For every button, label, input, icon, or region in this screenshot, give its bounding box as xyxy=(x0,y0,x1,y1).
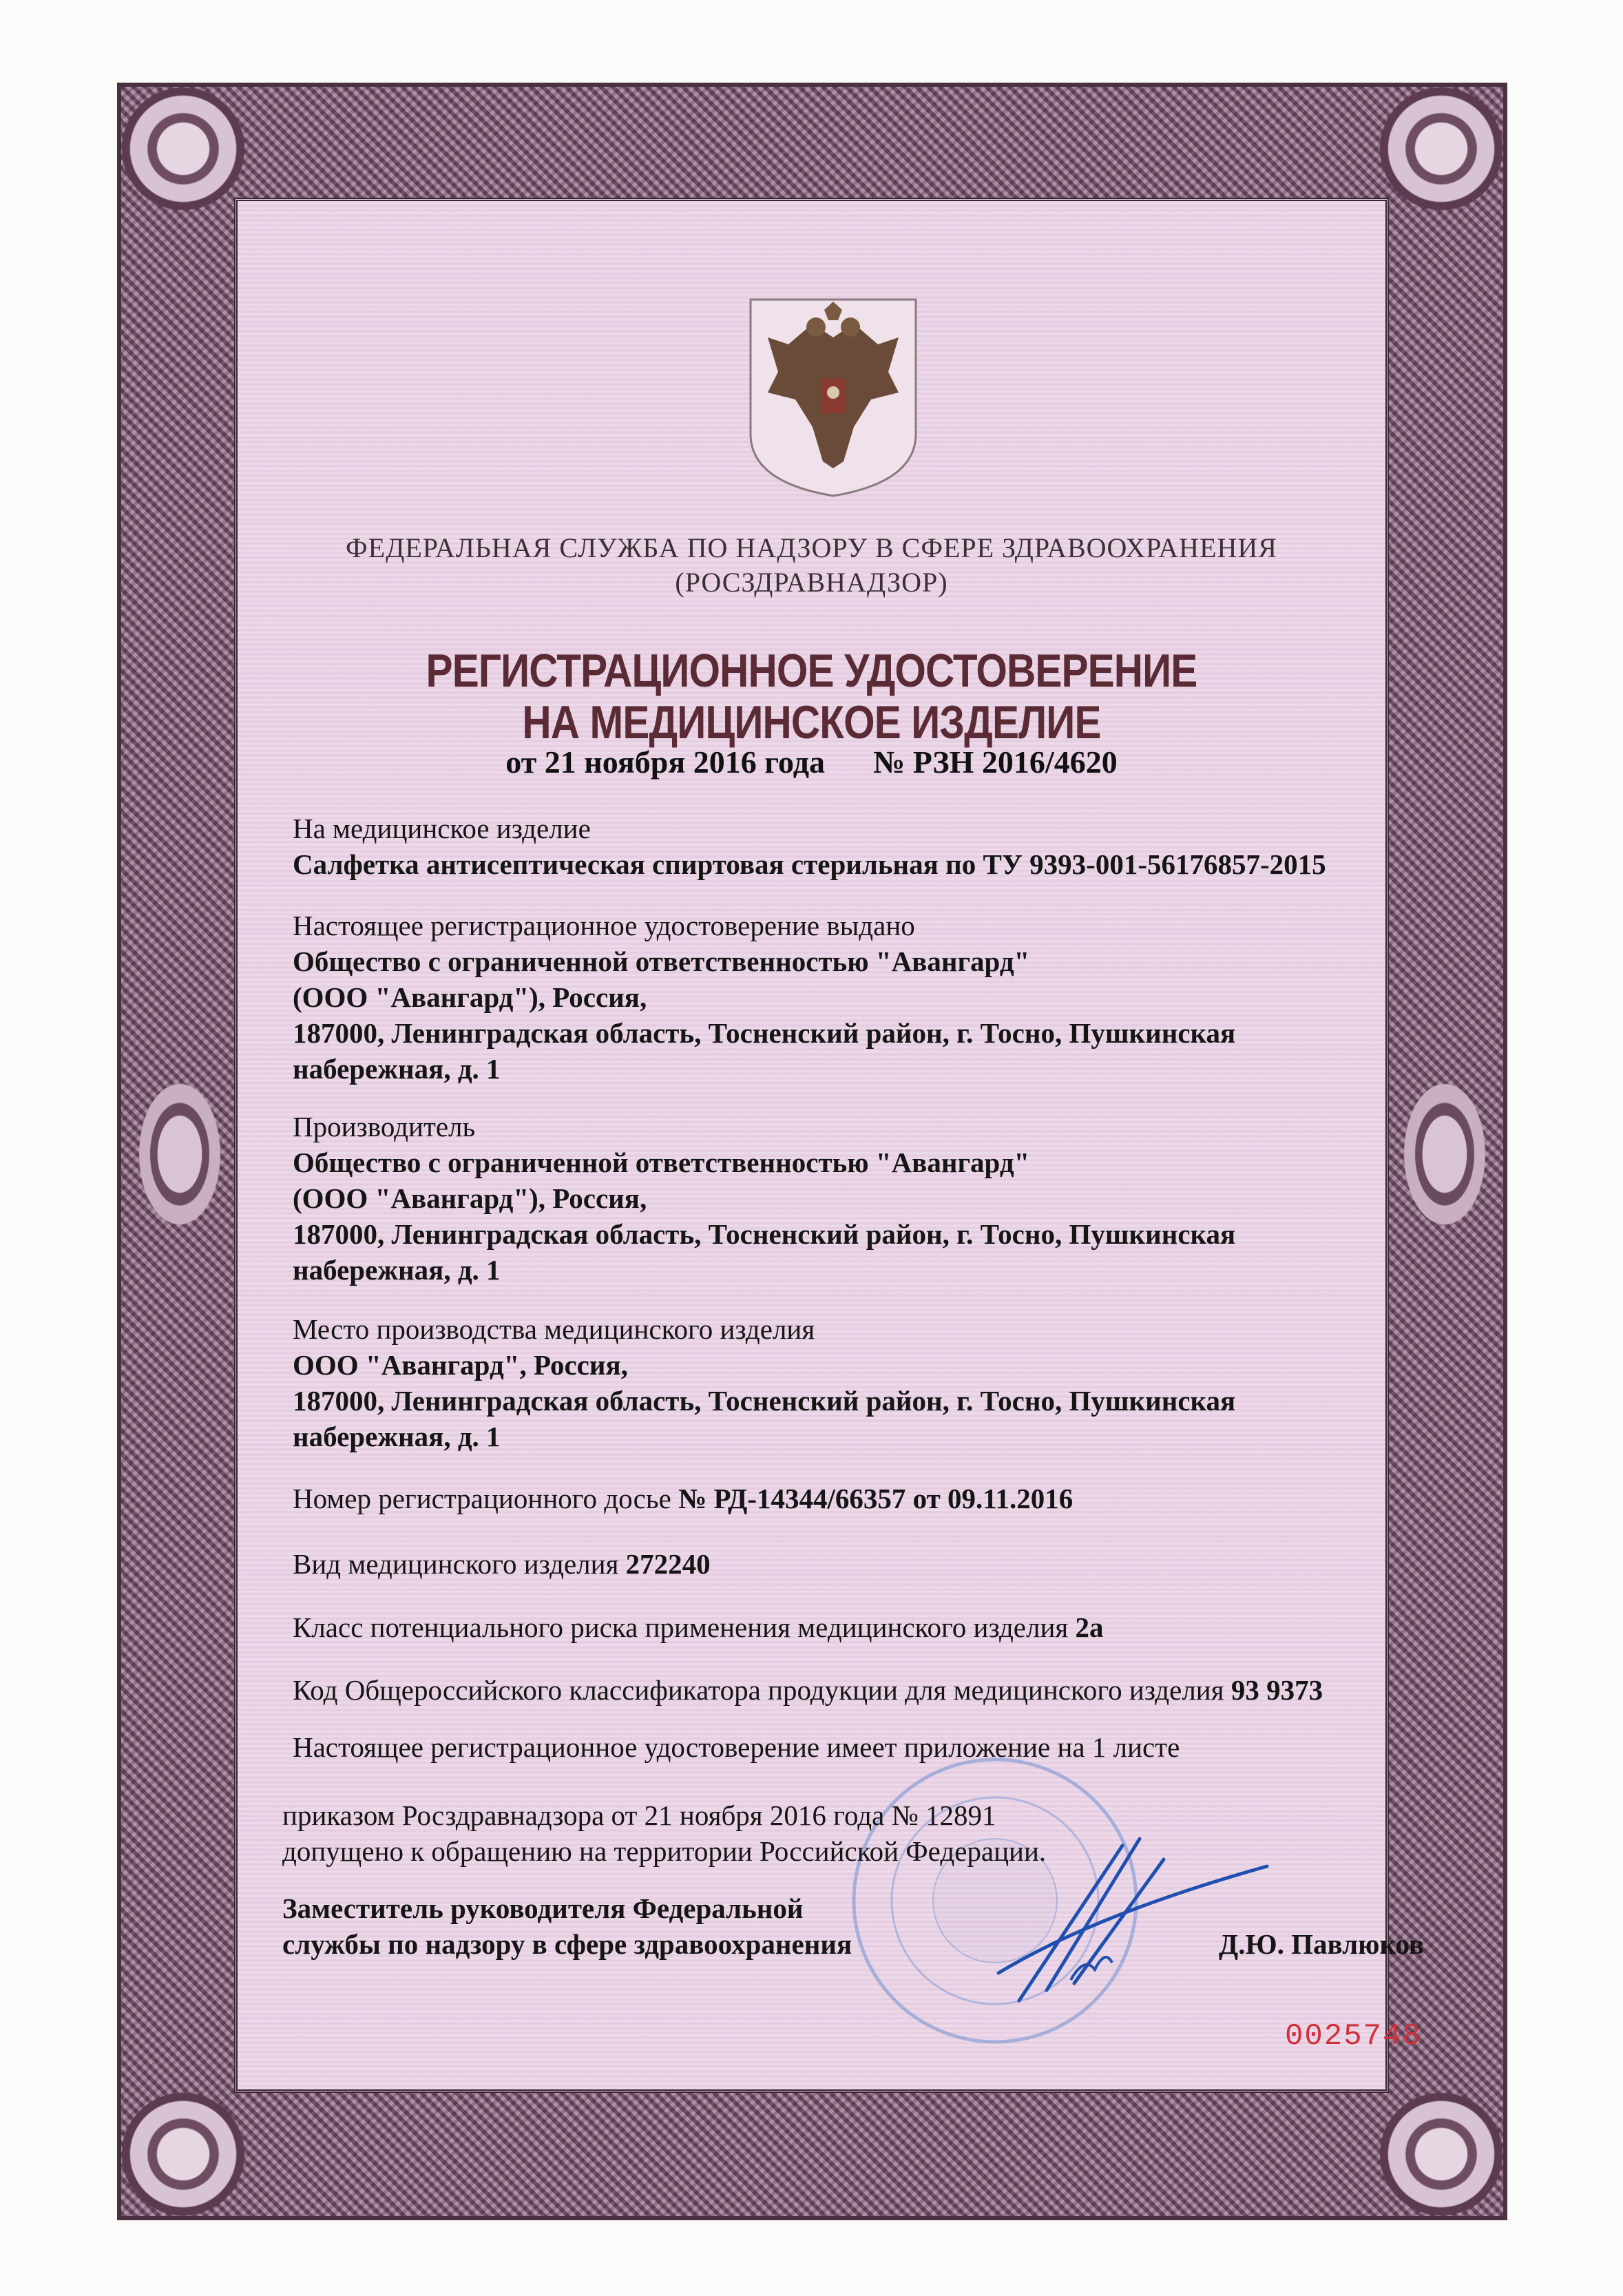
corner-ornament xyxy=(1359,2071,1524,2237)
certificate-number: № РЗН 2016/4620 xyxy=(872,744,1118,780)
corner-ornament xyxy=(101,2071,266,2237)
certificate-title-line2: НА МЕДИЦИНСКОЕ ИЗДЕЛИЕ xyxy=(522,696,1101,749)
issued-to-section xyxy=(293,908,1235,1087)
agency-name: ФЕДЕРАЛЬНАЯ СЛУЖБА ПО НАДЗОРУ В СФЕРЕ ЗДРАВООХРАНЕНИЯ xyxy=(346,532,1277,563)
manufacturer-section xyxy=(293,1109,1235,1288)
field-label: Номер регистрационного досье xyxy=(293,1483,679,1514)
signatory-name: Д.Ю. Павлюков xyxy=(1219,1928,1425,1960)
manufacturer-line: 187000, Ленинградская область, Тосненский район, г. Тосно, Пушкинская xyxy=(293,1218,1236,1250)
field-label: Код Общероссийского классификатора продукции для медицинского изделия xyxy=(293,1674,1231,1706)
device-name: Салфетка антисептическая спиртовая стерильная по ТУ 9393-001-56176857-2015 xyxy=(293,848,1326,880)
manufacturer-label: Производитель xyxy=(293,1111,476,1142)
order-line: допущено к обращению на территории Российской Федерации. xyxy=(282,1835,1047,1867)
manufacturer-line: Общество с ограниченной ответственностью "Авангард" xyxy=(293,1147,1030,1178)
production-site-label: Место производства медицинского изделия xyxy=(293,1313,815,1345)
device-label: На медицинское изделие xyxy=(293,813,591,844)
certificate-date-number xyxy=(0,744,1623,780)
field-device-type xyxy=(293,1546,711,1582)
signatory-position xyxy=(282,1890,852,1962)
issued-to-line: набережная, д. 1 xyxy=(293,1053,501,1085)
manufacturer-line: набережная, д. 1 xyxy=(293,1254,501,1286)
field-okp-code xyxy=(293,1672,1323,1708)
signatory-position-line: Заместитель руководителя Федеральной xyxy=(282,1892,804,1924)
production-site-section xyxy=(293,1311,1235,1454)
certificate-title-line1: РЕГИСТРАЦИОННОЕ УДОСТОВЕРЕНИЕ xyxy=(426,645,1197,697)
field-value: № РД-14344/66357 от 09.11.2016 xyxy=(678,1483,1074,1514)
field-label: Настоящее регистрационное удостоверение имеет приложение на 1 листе xyxy=(293,1731,1180,1763)
field-risk-class xyxy=(293,1609,1104,1645)
issued-to-line: 187000, Ленинградская область, Тосненский район, г. Тосно, Пушкинская xyxy=(293,1017,1236,1049)
issued-to-label: Настоящее регистрационное удостоверение выдано xyxy=(293,910,915,941)
production-site-line: ООО "Авангард", Россия, xyxy=(293,1349,628,1381)
side-ornament xyxy=(128,1065,231,1244)
handwritten-signature xyxy=(992,1832,1281,2011)
issued-to-line: (ООО "Авангард"), Россия, xyxy=(293,981,647,1013)
order-line: приказом Росздравнадзора от 21 ноября 2016 года № 12891 xyxy=(282,1799,996,1831)
field-dossier xyxy=(293,1481,1073,1516)
order-section xyxy=(282,1797,1046,1869)
production-site-line: набережная, д. 1 xyxy=(293,1421,501,1452)
field-label: Вид медицинского изделия xyxy=(293,1548,626,1580)
field-value: 93 9373 xyxy=(1231,1674,1323,1706)
device-section xyxy=(293,811,1326,882)
side-ornament xyxy=(1393,1065,1496,1244)
production-site-line: 187000, Ленинградская область, Тосненский район, г. Тосно, Пушкинская xyxy=(293,1385,1236,1417)
manufacturer-line: (ООО "Авангард"), Россия, xyxy=(293,1182,647,1214)
serial-number: 0025748 xyxy=(1285,2019,1422,2054)
signatory-position-line: службы по надзору в сфере здравоохранения xyxy=(282,1928,852,1960)
field-value: 272240 xyxy=(625,1548,711,1580)
agency-short-name: (РОСЗДРАВНАДЗОР) xyxy=(675,567,948,598)
field-value: 2а xyxy=(1075,1611,1104,1643)
issued-to-line: Общество с ограниченной ответственностью "Авангард" xyxy=(293,946,1030,977)
field-label: Класс потенциального риска применения медицинского изделия xyxy=(293,1611,1076,1643)
certificate-date: от 21 ноября 2016 года xyxy=(505,744,825,780)
russian-coat-of-arms-icon xyxy=(747,296,919,499)
